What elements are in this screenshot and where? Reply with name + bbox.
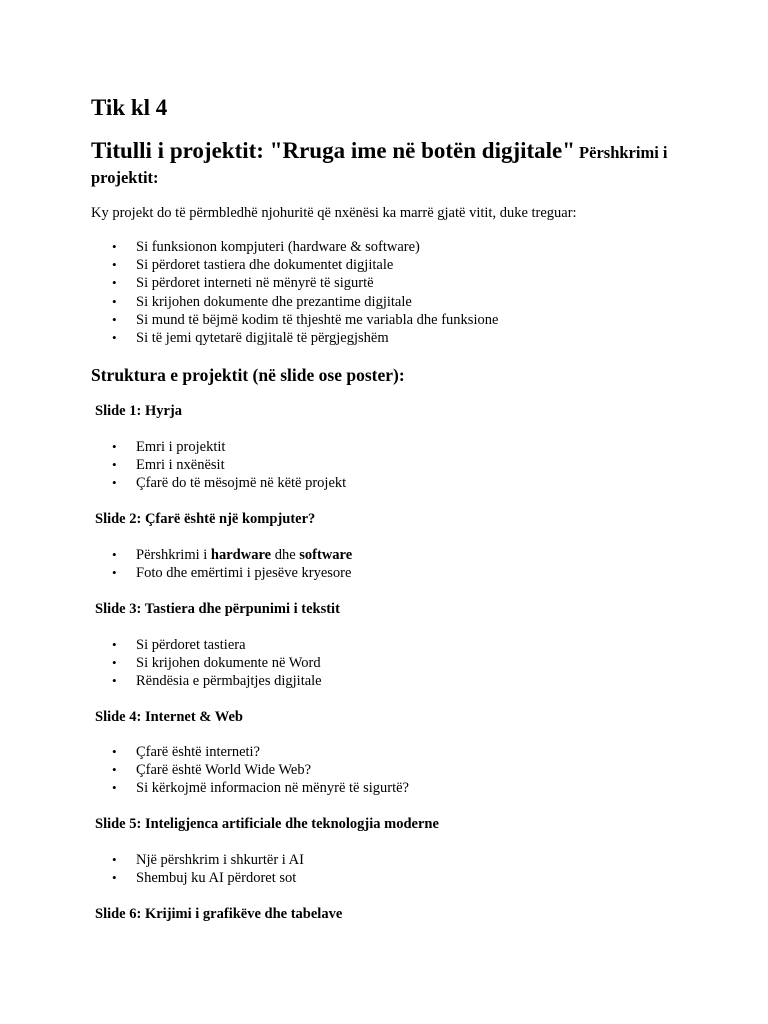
structure-heading: Struktura e projektit (në slide ose poster):	[91, 365, 405, 385]
slide-3-heading: Slide 3: Tastiera dhe përpunimi i tekstit	[95, 601, 340, 617]
slide-2-heading: Slide 2: Çfarë është një kompjuter?	[95, 511, 316, 527]
list-item: • Shembuj ku AI përdoret sot	[110, 869, 304, 887]
list-item: • Si mund të bëjmë kodim të thjeshtë me variabla dhe funksione	[110, 311, 498, 329]
list-item: • Rëndësia e përmbajtjes digjitale	[110, 672, 322, 690]
list-item: • Si të jemi qytetarë digjitalë të përgjegjshëm	[110, 329, 498, 347]
slide-3-list	[110, 636, 322, 691]
slide-6-heading: Slide 6: Krijimi i grafikëve dhe tabelave	[95, 906, 343, 922]
topics-list	[110, 238, 498, 347]
list-item: • Çfarë është World Wide Web?	[110, 761, 409, 779]
bold-term-hardware: hardware	[210, 547, 272, 563]
list-item: • Si përdoret tastiera	[110, 636, 322, 654]
project-heading	[91, 139, 691, 191]
list-item: • Si kërkojmë informacion në mënyrë të sigurtë?	[110, 779, 409, 797]
item-text: Përshkrimi i	[136, 547, 211, 563]
document-title: Tik kl 4	[91, 95, 168, 120]
list-item: • Një përshkrim i shkurtër i AI	[110, 851, 304, 869]
list-item: • Emri i nxënësit	[110, 456, 346, 474]
intro-paragraph: Ky projekt do të përmbledhë njohuritë që nxënësi ka marrë gjatë vitit, duke treguar:	[91, 205, 577, 221]
slide-1-list	[110, 438, 346, 493]
list-item: • Si përdoret interneti në mënyrë të sigurtë	[110, 274, 498, 292]
bold-term-software: software	[299, 547, 353, 563]
slide-1-heading: Slide 1: Hyrja	[95, 403, 182, 419]
list-item: • Si përdoret tastiera dhe dokumentet digjitale	[110, 256, 498, 274]
item-text: dhe	[271, 547, 300, 563]
list-item: • Foto dhe emërtimi i pjesëve kryesore	[110, 564, 352, 582]
list-item: • Çfarë është interneti?	[110, 743, 409, 761]
project-title: Titulli i projektit: "Rruga ime në botën digjitale"	[91, 138, 576, 163]
list-item	[110, 546, 352, 564]
list-item: • Si krijohen dokumente në Word	[110, 654, 322, 672]
list-item: • Si funksionon kompjuteri (hardware & software)	[110, 238, 498, 256]
slide-4-list	[110, 743, 409, 798]
project-description-label: Përshkrimi i projektit:	[91, 143, 668, 187]
slide-2-list	[110, 546, 352, 582]
list-item: • Si krijohen dokumente dhe prezantime digjitale	[110, 293, 498, 311]
slide-5-list	[110, 851, 304, 887]
list-item: • Emri i projektit	[110, 438, 346, 456]
slide-5-heading: Slide 5: Inteligjenca artificiale dhe teknologjia moderne	[95, 816, 439, 832]
list-item: • Çfarë do të mësojmë në këtë projekt	[110, 474, 346, 492]
slide-4-heading: Slide 4: Internet & Web	[95, 709, 243, 725]
